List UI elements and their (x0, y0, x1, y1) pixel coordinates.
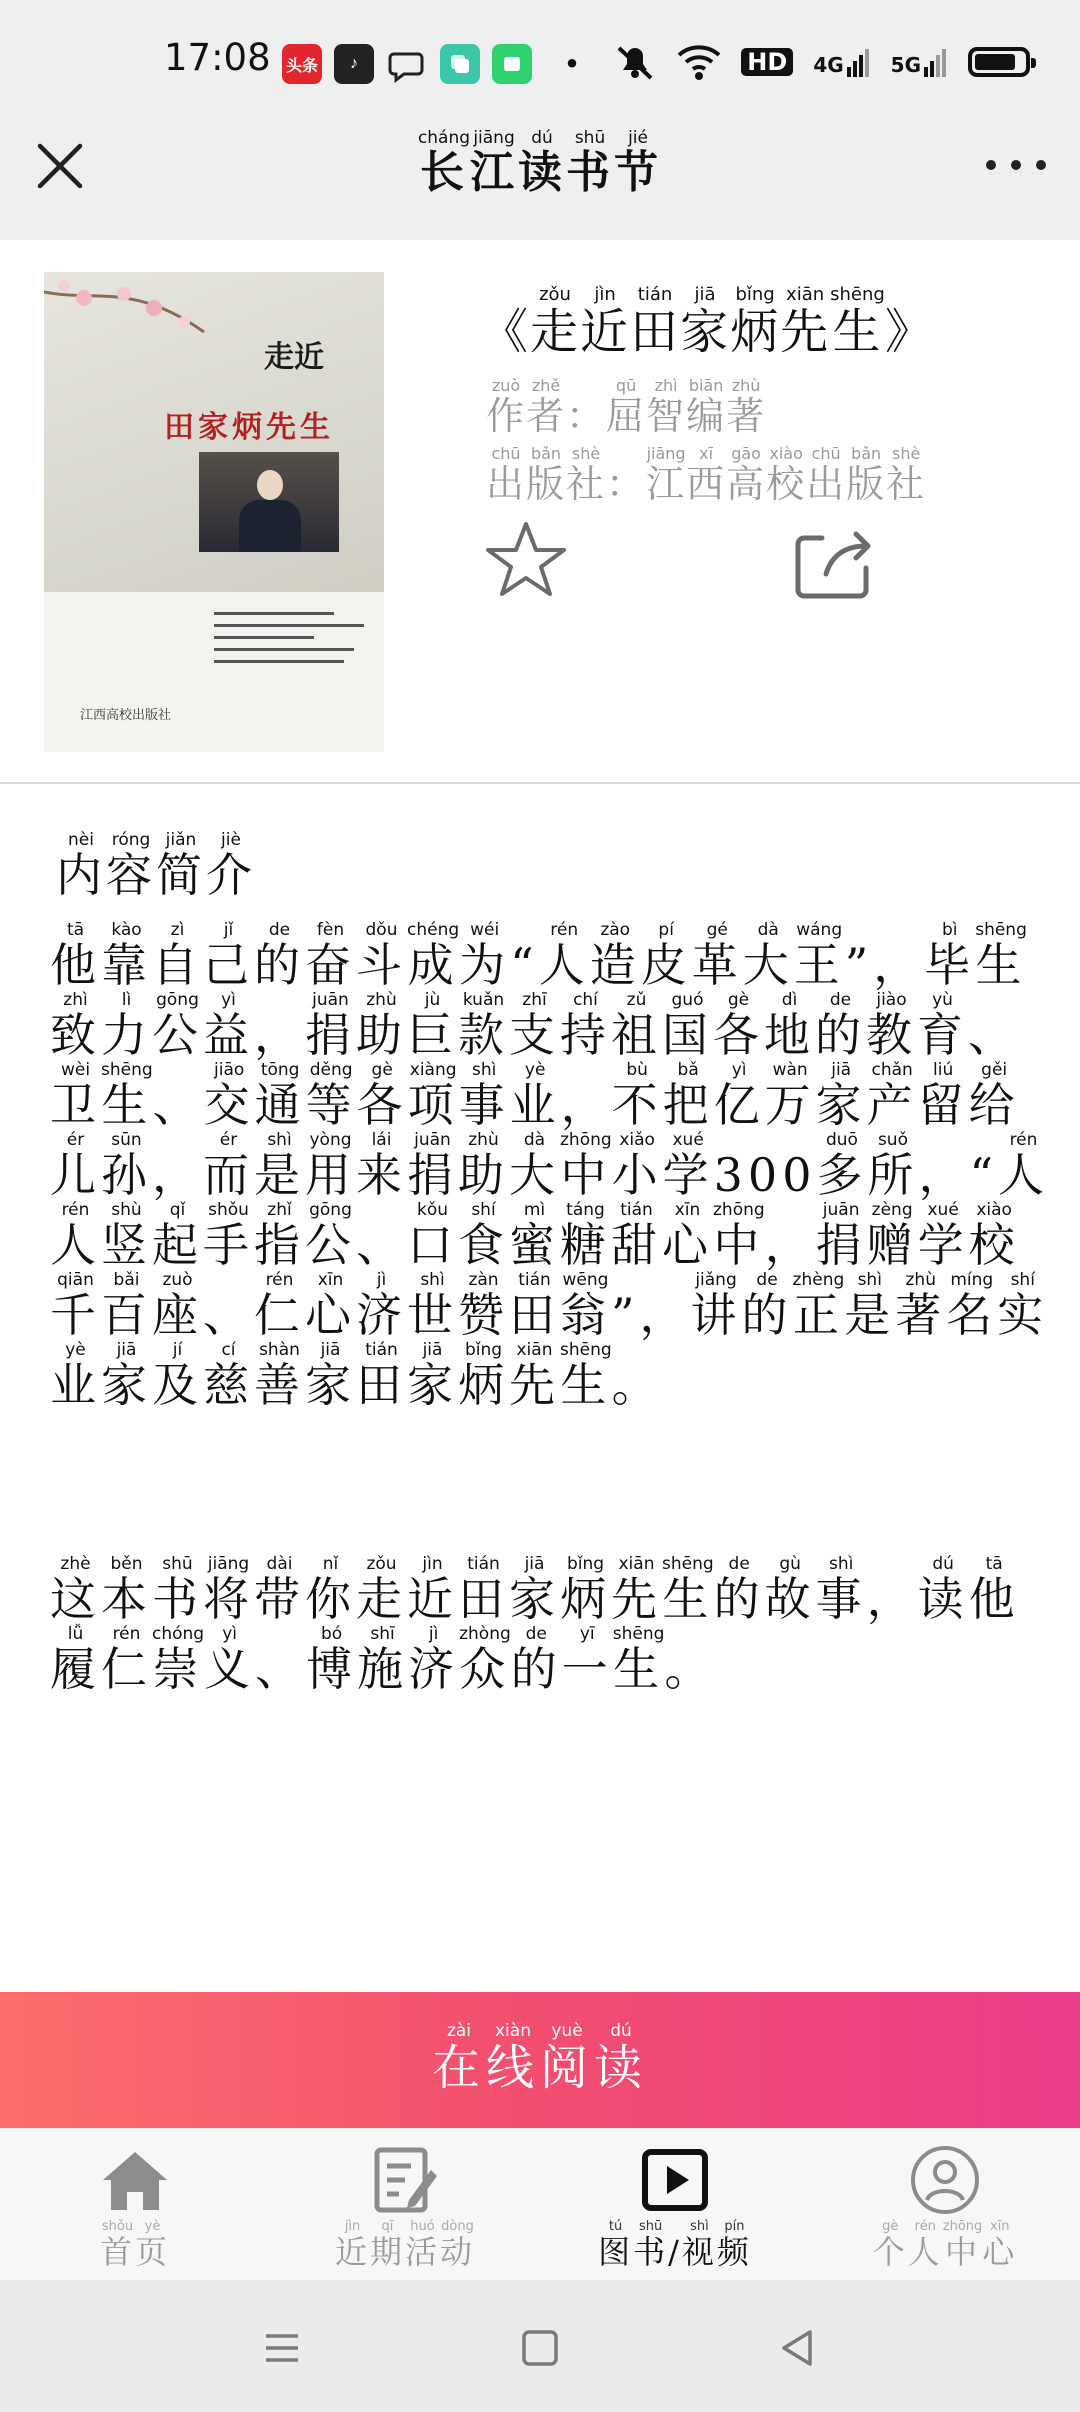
char-with-pinyin: 讲jiǎng (690, 1270, 742, 1342)
char-with-pinyin: 校xiào (968, 1200, 1020, 1272)
char-with-pinyin: 事shì (458, 1060, 510, 1132)
char-with-pinyin: 江jiāng (470, 128, 519, 198)
char-with-pinyin: 济jì (356, 1270, 407, 1342)
dot-indicator-icon: • (566, 47, 578, 80)
home-square-icon[interactable] (518, 2326, 562, 2370)
char-with-pinyin: 竖shù (101, 1200, 152, 1272)
mute-icon (613, 42, 657, 82)
cover-title-line1: 走近 (264, 340, 324, 375)
share-icon[interactable] (792, 524, 876, 600)
tab-profile[interactable] (810, 2128, 1080, 2280)
char-with-pinyin: 育yù (917, 990, 968, 1062)
hd-label: HD (741, 48, 793, 76)
char-with-pinyin: 儿ér (50, 1130, 101, 1202)
char-with-pinyin: 走zǒu (356, 1554, 407, 1626)
char-with-pinyin: 蜜mì (509, 1200, 560, 1272)
wifi-icon (677, 43, 721, 81)
intro-paragraph-1 (50, 922, 1050, 1420)
char-with-pinyin: 江jiāng (646, 444, 687, 506)
cover-title-line2: 田家炳先生 (164, 410, 334, 445)
char-with-pinyin: 编biān (686, 376, 727, 438)
char-with-pinyin: 善shàn (254, 1340, 305, 1412)
char-with-pinyin: 崇chóng (152, 1624, 205, 1696)
portrait-head (257, 470, 283, 500)
tiktok-icon: ♪ (334, 44, 374, 84)
char-with-pinyin: 国guó (662, 990, 713, 1062)
char-with-pinyin: 事shì (815, 1554, 867, 1626)
char-with-pinyin: 施shī (357, 1624, 409, 1696)
char-with-pinyin: 的de (741, 1270, 793, 1342)
char-with-pinyin: 。 (664, 1642, 716, 1696)
char-with-pinyin: 线xiàn (485, 2020, 540, 2096)
char-with-pinyin: 一yī (561, 1624, 613, 1696)
char-with-pinyin: 交jiāo (203, 1060, 255, 1132)
char-with-pinyin: 书shū (152, 1554, 203, 1626)
char-with-pinyin: 家jiā (509, 1554, 560, 1626)
char-with-pinyin: 生shēng (975, 920, 1027, 992)
cover-text-lines (214, 612, 364, 672)
char-with-pinyin: 助zhù (458, 1130, 509, 1202)
cover-portrait (199, 452, 339, 552)
char-with-pinyin: 自zì (152, 920, 203, 992)
char-with-pinyin: 来lái (356, 1130, 407, 1202)
char-with-pinyin: 校xiào (766, 444, 807, 506)
char-with-pinyin: 家jiā (680, 284, 731, 360)
char-with-pinyin: 《 (480, 304, 531, 360)
section-divider (0, 782, 1080, 784)
char-with-pinyin: 带dài (254, 1554, 305, 1626)
char-with-pinyin: 靠kào (101, 920, 152, 992)
char-with-pinyin: 人rén (907, 2219, 943, 2271)
char-with-pinyin: 的de (254, 920, 305, 992)
char-with-pinyin: 奋fèn (305, 920, 356, 992)
char-with-pinyin: 人rén (998, 1130, 1049, 1202)
char-with-pinyin: 中zhōng (942, 2219, 983, 2271)
char-with-pinyin: 捐juān (407, 1130, 458, 1202)
char-with-pinyin: 故gù (764, 1554, 816, 1626)
tab-profile-label (810, 2220, 1080, 2273)
char-with-pinyin: 及jí (152, 1340, 203, 1412)
char-with-pinyin: 把bǎ (662, 1060, 714, 1132)
char-with-pinyin: 手shǒu (203, 1200, 254, 1272)
char-with-pinyin: 慈cí (203, 1340, 254, 1412)
char-with-pinyin: 仁rén (254, 1270, 305, 1342)
char-with-pinyin: 活huó (405, 2219, 441, 2271)
char-with-pinyin: 甜tián (611, 1200, 662, 1272)
char-with-pinyin: 义yì (204, 1624, 256, 1696)
char-with-pinyin: 者zhě (526, 376, 567, 438)
book-title (480, 286, 935, 362)
char-with-pinyin: 先xiān (780, 284, 831, 360)
char-with-pinyin: 履lǚ (50, 1624, 101, 1696)
char-with-pinyin: 指zhǐ (254, 1200, 305, 1272)
read-online-label (431, 2020, 649, 2098)
user-icon (905, 2140, 985, 2220)
char-with-pinyin: 食shí (458, 1200, 509, 1272)
char-with-pinyin: 业yè (509, 1060, 561, 1132)
char-with-pinyin: 不bù (611, 1060, 663, 1132)
char-with-pinyin: 的de (510, 1624, 562, 1696)
char-with-pinyin: 等děng (305, 1060, 357, 1132)
signal-4g (813, 47, 870, 77)
char-with-pinyin: 在zài (431, 2020, 486, 2096)
char-with-pinyin: 各gè (713, 990, 764, 1062)
char-with-pinyin: 正zhèng (792, 1270, 845, 1342)
char-with-pinyin: 是shì (844, 1270, 896, 1342)
char-with-pinyin: 为wéi (459, 920, 511, 992)
char-with-pinyin: 。 (611, 1358, 663, 1412)
char-with-pinyin: 己jǐ (203, 920, 254, 992)
char-with-pinyin: 小xiǎo (611, 1130, 663, 1202)
char-with-pinyin: 仁rén (101, 1624, 152, 1696)
layers-icon (440, 44, 480, 84)
char-with-pinyin: 革gé (691, 920, 743, 992)
char-with-pinyin: 他tā (968, 1554, 1020, 1626)
char-with-pinyin: 学xué (662, 1130, 714, 1202)
char-with-pinyin: ， (918, 1148, 970, 1202)
char-with-pinyin: 近jìn (334, 2219, 370, 2271)
char-with-pinyin: ， (639, 1288, 691, 1342)
char-with-pinyin: 介jiè (206, 830, 256, 902)
char-with-pinyin: 心xīn (982, 2219, 1018, 2271)
intro-paragraph-2 (50, 1556, 1050, 1704)
char-with-pinyin: 名míng (946, 1270, 998, 1342)
intro-heading (56, 832, 256, 905)
char-with-pinyin: 造zào (589, 920, 641, 992)
char-with-pinyin: 300 (713, 1148, 817, 1202)
char-with-pinyin: 通tōng (254, 1060, 306, 1132)
more-options-button[interactable] (986, 150, 1046, 180)
cover-publisher: 江西高校出版社 (80, 708, 172, 723)
char-with-pinyin: 、 (255, 1642, 307, 1696)
char-with-pinyin: ， (254, 1008, 305, 1062)
char-with-pinyin: 世shì (407, 1270, 458, 1342)
more-dot (1036, 160, 1046, 170)
char-with-pinyin: 家jiā (305, 1340, 356, 1412)
battery-icon (968, 47, 1030, 77)
char-with-pinyin: 口kǒu (407, 1200, 458, 1272)
chat-icon (386, 44, 426, 84)
tab-home[interactable] (0, 2128, 270, 2280)
char-with-pinyin: ： (566, 394, 607, 438)
char-with-pinyin: 支zhī (509, 990, 560, 1062)
char-with-pinyin: 读dú (917, 1554, 969, 1626)
char-with-pinyin: 是shì (254, 1130, 305, 1202)
status-time: 17:08 (164, 36, 271, 79)
char-with-pinyin: 、 (152, 1078, 204, 1132)
char-with-pinyin: 版bǎn (526, 444, 567, 506)
char-with-pinyin: ， (560, 1078, 612, 1132)
char-with-pinyin: 祖zǔ (611, 990, 662, 1062)
char-with-pinyin: 捐juān (815, 1200, 867, 1272)
char-with-pinyin: 赠zèng (866, 1200, 918, 1272)
char-with-pinyin: 各gè (356, 1060, 408, 1132)
char-with-pinyin: ， (152, 1148, 203, 1202)
char-with-pinyin: 近jìn (407, 1554, 458, 1626)
char-with-pinyin: 家jiā (815, 1060, 867, 1132)
char-with-pinyin: 他tā (50, 920, 101, 992)
char-with-pinyin: 、 (968, 1008, 1019, 1062)
char-with-pinyin: 内nèi (56, 830, 106, 902)
char-with-pinyin: 、 (203, 1288, 254, 1342)
char-with-pinyin: 百bǎi (101, 1270, 152, 1342)
book-cover-image[interactable] (44, 272, 384, 752)
char-with-pinyin: 生shēng (101, 1060, 153, 1132)
char-with-pinyin: 先xiān (509, 1340, 560, 1412)
char-with-pinyin: ” (844, 938, 874, 992)
5g-label: 5G (890, 53, 921, 77)
more-dot (986, 160, 996, 170)
char-with-pinyin: 款kuǎn (458, 990, 509, 1062)
char-with-pinyin: 教jiào (866, 990, 917, 1062)
char-with-pinyin: 益yì (203, 990, 254, 1062)
char-with-pinyin: 实shí (997, 1270, 1049, 1342)
char-with-pinyin: 留liú (917, 1060, 969, 1132)
char-with-pinyin: 著zhù (726, 376, 767, 438)
char-with-pinyin: 大dà (742, 920, 794, 992)
char-with-pinyin: 众zhòng (459, 1624, 511, 1696)
char-with-pinyin: 你nǐ (305, 1554, 356, 1626)
book-author (486, 378, 766, 440)
char-with-pinyin: 生shēng (560, 1340, 612, 1412)
char-with-pinyin: 炳bǐng (458, 1340, 509, 1412)
char-with-pinyin: 著zhù (895, 1270, 947, 1342)
tab-books-videos-label (540, 2220, 810, 2273)
char-with-pinyin: 频pín (716, 2219, 752, 2271)
char-with-pinyin: 个gè (872, 2219, 908, 2271)
char-with-pinyin: 视shì (681, 2219, 717, 2271)
char-with-pinyin: 田tián (630, 284, 681, 360)
char-with-pinyin: 屈qū (606, 376, 647, 438)
tab-recent-activities[interactable] (270, 2128, 540, 2280)
char-with-pinyin: 近jìn (580, 284, 631, 360)
char-with-pinyin: 助zhù (356, 990, 407, 1062)
home-icon (95, 2140, 175, 2220)
back-icon[interactable] (776, 2326, 820, 2370)
char-with-pinyin: 心xīn (305, 1270, 356, 1342)
char-with-pinyin: 翁wēng (560, 1270, 611, 1342)
char-with-pinyin: 家jiā (101, 1340, 152, 1412)
char-with-pinyin: 斗dǒu (356, 920, 407, 992)
char-with-pinyin: 中zhōng (560, 1130, 612, 1202)
portrait-body (239, 500, 301, 552)
blossom-branch-decoration (44, 272, 244, 392)
char-with-pinyin: 公gōng (305, 1200, 356, 1272)
char-with-pinyin: 孙sūn (101, 1130, 152, 1202)
char-with-pinyin: 地dì (764, 990, 815, 1062)
char-with-pinyin: 用yòng (305, 1130, 356, 1202)
char-with-pinyin: 学xué (917, 1200, 969, 1272)
book-publisher (486, 446, 926, 508)
char-with-pinyin: 节jié (614, 128, 663, 198)
char-with-pinyin: 卫wèi (50, 1060, 101, 1132)
char-with-pinyin: ， (873, 938, 925, 992)
char-with-pinyin: 容róng (106, 830, 156, 902)
char-with-pinyin: 阅yuè (540, 2020, 595, 2096)
char-with-pinyin: 多duō (816, 1130, 868, 1202)
char-with-pinyin: 生shēng (830, 284, 885, 360)
char-with-pinyin: 版bǎn (846, 444, 887, 506)
char-with-pinyin: 出chū (806, 444, 847, 506)
char-with-pinyin: 赞zàn (458, 1270, 509, 1342)
char-with-pinyin: 田tián (509, 1270, 560, 1342)
char-with-pinyin: 首shǒu (99, 2219, 135, 2271)
char-with-pinyin: ： (606, 462, 647, 506)
char-with-pinyin: 这zhè (50, 1554, 101, 1626)
char-with-pinyin: ， (764, 1218, 816, 1272)
tab-home-label (0, 2220, 270, 2273)
char-with-pinyin: 千qiān (50, 1270, 101, 1342)
char-with-pinyin: 起qǐ (152, 1200, 203, 1272)
char-with-pinyin: 捐juān (305, 990, 356, 1062)
char-with-pinyin: 济jì (408, 1624, 460, 1696)
favorite-star-icon[interactable] (484, 518, 568, 602)
char-with-pinyin: 王wáng (793, 920, 845, 992)
char-with-pinyin: 动dòng (440, 2219, 476, 2271)
menu-icon[interactable] (260, 2326, 304, 2370)
play-icon (635, 2140, 715, 2220)
char-with-pinyin: 高gāo (726, 444, 767, 506)
char-with-pinyin: 公gōng (152, 990, 203, 1062)
char-with-pinyin: 炳bǐng (730, 284, 781, 360)
more-dot (1011, 160, 1021, 170)
char-with-pinyin: 读dú (594, 2020, 649, 2096)
tab-books-videos[interactable] (540, 2128, 810, 2280)
char-with-pinyin: 人rén (50, 1200, 101, 1272)
char-with-pinyin: 座zuò (152, 1270, 203, 1342)
char-with-pinyin: 巨jù (407, 990, 458, 1062)
char-with-pinyin: 亿yì (713, 1060, 765, 1132)
char-with-pinyin: 作zuò (486, 376, 527, 438)
char-with-pinyin: 博bó (306, 1624, 358, 1696)
char-with-pinyin: / (668, 2233, 682, 2271)
char-with-pinyin: 西xī (686, 444, 727, 506)
char-with-pinyin: 长cháng (417, 128, 471, 198)
status-indicators (613, 38, 1030, 86)
char-with-pinyin: ， (866, 1572, 918, 1626)
char-with-pinyin: 田tián (458, 1554, 509, 1626)
char-with-pinyin: 田tián (356, 1340, 407, 1412)
read-online-button[interactable] (0, 1992, 1080, 2128)
char-with-pinyin: 生shēng (662, 1554, 714, 1626)
char-with-pinyin: “ (969, 1148, 998, 1202)
4g-label: 4G (813, 53, 844, 77)
char-with-pinyin: 大dà (509, 1130, 560, 1202)
char-with-pinyin: 将jiāng (203, 1554, 254, 1626)
char-with-pinyin: 力lì (101, 990, 152, 1062)
wallet-icon (492, 44, 532, 84)
signal-5g (891, 47, 948, 77)
char-with-pinyin: 万wàn (764, 1060, 816, 1132)
char-with-pinyin: 智zhì (646, 376, 687, 438)
char-with-pinyin: 持chí (560, 990, 611, 1062)
char-with-pinyin: 页yè (135, 2219, 171, 2271)
char-with-pinyin: 心xīn (662, 1200, 713, 1272)
char-with-pinyin: 书shū (633, 2219, 669, 2271)
char-with-pinyin: 本běn (101, 1554, 152, 1626)
char-with-pinyin: 所suǒ (867, 1130, 919, 1202)
char-with-pinyin: 产chǎn (866, 1060, 918, 1132)
char-with-pinyin: 给gěi (968, 1060, 1020, 1132)
char-with-pinyin: 读dú (518, 128, 567, 198)
toutiao-icon: 头条 (282, 44, 322, 84)
char-with-pinyin: 社shè (566, 444, 607, 506)
char-with-pinyin: 、 (356, 1218, 407, 1272)
char-with-pinyin: 炳bǐng (560, 1554, 611, 1626)
char-with-pinyin: 图tú (598, 2219, 634, 2271)
char-with-pinyin: 糖táng (560, 1200, 611, 1272)
char-with-pinyin: 业yè (50, 1340, 101, 1412)
char-with-pinyin: 的de (713, 1554, 765, 1626)
page-title (0, 130, 1080, 200)
char-with-pinyin: 社shè (886, 444, 927, 506)
char-with-pinyin: 》 (884, 304, 935, 360)
char-with-pinyin: 毕bì (924, 920, 976, 992)
char-with-pinyin: ” (611, 1288, 640, 1342)
tab-recent-activities-label (270, 2220, 540, 2273)
char-with-pinyin: 皮pí (640, 920, 692, 992)
char-with-pinyin: 期qī (369, 2219, 405, 2271)
char-with-pinyin: 致zhì (50, 990, 101, 1062)
char-with-pinyin: 而ér (203, 1130, 254, 1202)
char-with-pinyin: 项xiàng (407, 1060, 459, 1132)
char-with-pinyin: 的de (815, 990, 866, 1062)
char-with-pinyin: 书shū (566, 128, 615, 198)
char-with-pinyin: “ (510, 938, 539, 992)
char-with-pinyin: 简jiǎn (156, 830, 206, 902)
char-with-pinyin: 人rén (538, 920, 590, 992)
char-with-pinyin: 出chū (486, 444, 527, 506)
char-with-pinyin: 成chéng (407, 920, 460, 992)
char-with-pinyin: 家jiā (407, 1340, 458, 1412)
char-with-pinyin: 中zhōng (713, 1200, 765, 1272)
edit-note-icon (365, 2140, 445, 2220)
char-with-pinyin: 走zǒu (530, 284, 581, 360)
char-with-pinyin: 生shēng (612, 1624, 665, 1696)
char-with-pinyin: 先xiān (611, 1554, 662, 1626)
